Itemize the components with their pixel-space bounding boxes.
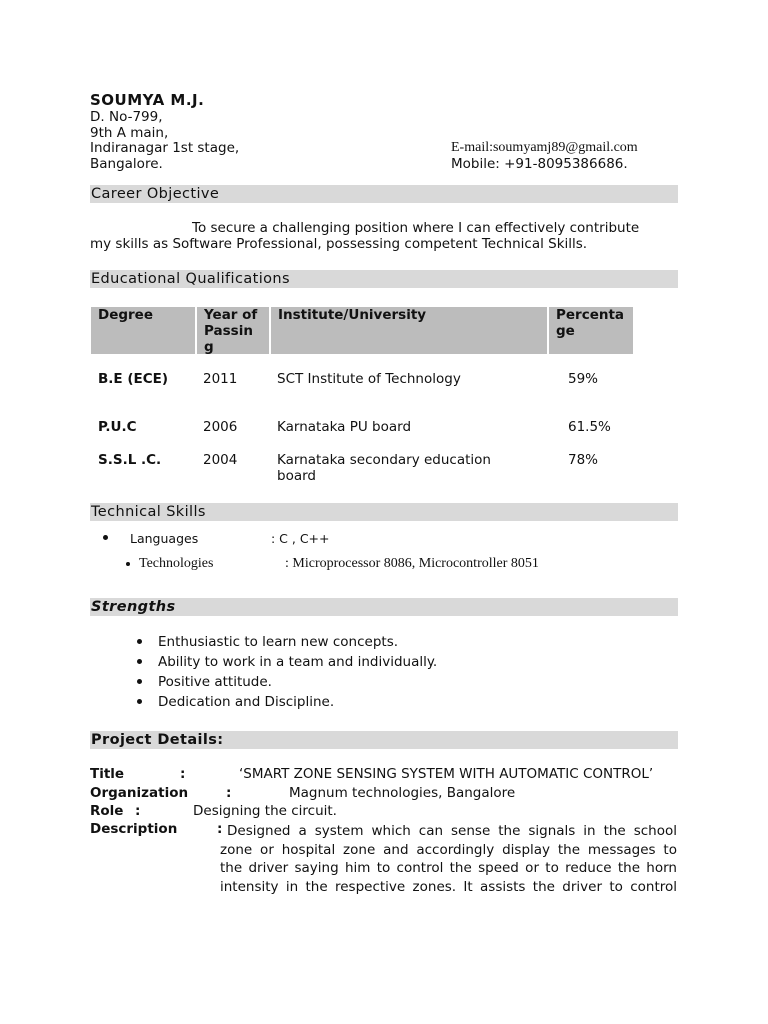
year-cell: 2011	[203, 371, 238, 387]
objective-line-1: To secure a challenging position where I can effectively contribute	[192, 220, 640, 236]
organization-label: Organization	[90, 785, 189, 801]
organization-value: Magnum technologies, Bangalore	[289, 785, 516, 801]
bullet-icon	[137, 639, 142, 644]
objective-line-2: my skills as Software Professional, possessing competent Technical Skills.	[90, 236, 588, 252]
year-cell: 2004	[203, 452, 238, 468]
strength-item: Dedication and Discipline.	[158, 694, 335, 710]
col-institute	[271, 307, 547, 354]
project-title-value: ‘SMART ZONE SENSING SYSTEM WITH AUTOMATIC CONTROL’	[239, 766, 654, 782]
colon: :	[135, 803, 141, 819]
percent-cell: 59%	[568, 371, 599, 387]
description-label: Description	[90, 821, 178, 837]
col-degree	[91, 307, 195, 354]
degree-cell: S.S.L .C.	[98, 452, 162, 468]
section-technical-skills	[90, 503, 678, 521]
description-line: intensity in the respective zones. It assists the driver to control	[220, 878, 677, 895]
strength-item: Positive attitude.	[158, 674, 272, 690]
section-project-details	[90, 731, 678, 749]
col-percentage	[549, 307, 633, 354]
languages-label: Languages	[130, 531, 199, 546]
address-line-4: Bangalore.	[90, 156, 163, 172]
bullet-icon	[137, 659, 142, 664]
institute-cell: SCT Institute of Technology	[277, 371, 461, 387]
colon: :	[226, 785, 232, 801]
email: E-mail:soumyamj89@gmail.com	[451, 140, 638, 155]
section-heading: Strengths	[91, 599, 176, 615]
section-education	[90, 270, 678, 288]
description-text	[220, 822, 677, 896]
candidate-name: SOUMYA M.J.	[90, 91, 205, 109]
section-heading: Technical Skills	[91, 504, 206, 520]
section-career-objective	[90, 185, 678, 203]
institute-cell: Karnataka secondary education board	[277, 452, 491, 484]
percent-cell: 61.5%	[568, 419, 611, 435]
description-line: zone or hospital zone and accordingly display the messages to	[220, 841, 677, 858]
mobile: Mobile: +91-8095386686.	[451, 156, 628, 172]
description-line: Designed a system which can sense the signals in the school	[227, 823, 677, 839]
section-heading: Project Details:	[91, 732, 224, 748]
colon: :	[217, 821, 223, 837]
bullet-icon	[137, 699, 142, 704]
address-line-3: Indiranagar 1st stage,	[90, 140, 240, 156]
degree-cell: B.E (ECE)	[98, 371, 169, 387]
degree-cell: P.U.C	[98, 419, 137, 435]
role-label: Role	[90, 803, 124, 819]
bullet-icon	[103, 535, 108, 540]
strength-item: Enthusiastic to learn new concepts.	[158, 634, 399, 650]
year-cell: 2006	[203, 419, 238, 435]
bullet-icon	[126, 562, 130, 566]
col-header: Institute/University	[278, 307, 427, 323]
col-header: Percenta ge	[556, 307, 625, 339]
bullet-icon	[137, 679, 142, 684]
technologies-value: : Microprocessor 8086, Microcontroller 8051	[285, 556, 539, 571]
languages-value: : C , C++	[271, 531, 330, 546]
address-line-1: D. No-799,	[90, 109, 163, 125]
technologies-label: Technologies	[139, 556, 214, 571]
col-header: Degree	[98, 307, 153, 323]
section-heading: Career Objective	[91, 186, 220, 202]
institute-cell: Karnataka PU board	[277, 419, 412, 435]
project-title-label: Title	[90, 766, 125, 782]
section-strengths	[90, 598, 678, 616]
colon: :	[180, 766, 186, 782]
section-heading: Educational Qualifications	[91, 271, 290, 287]
col-year	[197, 307, 269, 354]
strength-item: Ability to work in a team and individually.	[158, 654, 438, 670]
role-value: Designing the circuit.	[193, 803, 337, 819]
percent-cell: 78%	[568, 452, 599, 468]
col-header: Year of Passin g	[204, 307, 258, 355]
description-line: the driver saying him to control the speed or to reduce the horn	[220, 860, 677, 876]
address-line-2: 9th A main,	[90, 125, 169, 141]
